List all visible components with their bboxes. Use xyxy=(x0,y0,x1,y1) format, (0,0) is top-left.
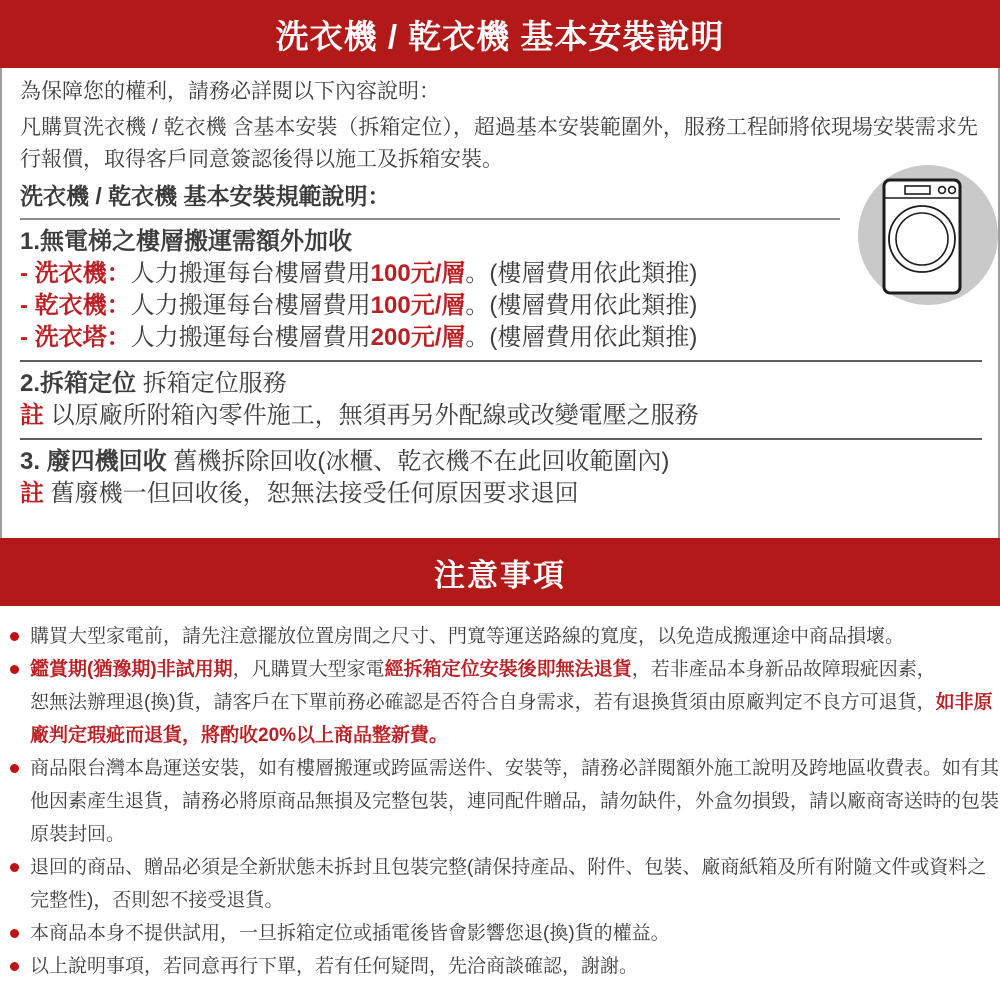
bullet-icon xyxy=(10,863,19,872)
note-line: 恕無法辦理退(換)貨，請客戶在下單前務必確認是否符合自身需求，若有退換貨須由原廠判定不良方可退貨，如非原 xyxy=(30,692,993,713)
list-item xyxy=(8,752,998,851)
list-item xyxy=(8,653,998,752)
bullet-icon xyxy=(10,764,19,773)
section3-note: 註 舊廢機一但回收後，恕無法接受任何原因要求退回 xyxy=(20,480,579,507)
fee-line-dryer: - 乾衣機：人力搬運每台樓層費用100元/層。(樓層費用依此類推) xyxy=(20,292,698,319)
intro-paragraph xyxy=(20,112,982,176)
spec-heading: 洗衣機 / 乾衣機 基本安裝規範說明： xyxy=(20,183,391,209)
note-line: 原裝封回。 xyxy=(30,824,126,845)
note-line: 廠判定瑕疵而退貨，將酌收20%以上商品整新費。 xyxy=(30,725,449,746)
notice-banner xyxy=(0,538,1000,606)
page-title: 洗衣機 / 乾衣機 基本安裝說明 xyxy=(275,17,725,55)
list-item xyxy=(8,917,998,950)
note-line: 購買大型家電前，請先注意擺放位置房間之尺寸、門寬等運送路線的寬度，以免造成搬運途中商品損壞。 xyxy=(30,626,905,647)
bullet-icon xyxy=(10,632,19,641)
note-line: 本商品本身不提供試用，一旦拆箱定位或插電後皆會影響您退(換)貨的權益。 xyxy=(30,923,670,944)
fee-line-washer: - 洗衣機：人力搬運每台樓層費用100元/層。(樓層費用依此類推) xyxy=(20,260,698,287)
section2-note: 註 以原廠所附箱內零件施工，無須再另外配線或改變電壓之服務 xyxy=(20,402,699,429)
notes-section xyxy=(0,606,1000,983)
divider xyxy=(20,360,982,362)
list-item xyxy=(8,851,998,917)
note-line: 鑑賞期(猶豫期)非試用期，凡購買大型家電經拆箱定位安裝後即無法退貨，若非產品本身新品故障瑕疵因素， xyxy=(30,659,936,680)
bullet-icon xyxy=(10,962,19,971)
bullet-icon xyxy=(10,929,19,938)
note-line: 他因素產生退貨，請務必將原商品無損及完整包裝，連同配件贈品，請勿缺件，外盒勿損毀，請以廠商寄送時的包裝 xyxy=(30,791,1000,812)
notice-banner-title: 注意事項 xyxy=(434,557,566,593)
note-line: 以上說明事項，若同意再行下單，若有任何疑問，先洽商談確認，謝謝。 xyxy=(30,956,639,977)
section2-title: 2.拆箱定位 拆箱定位服務 xyxy=(20,370,287,397)
section3-title: 3. 廢四機回收 舊機拆除回收(冰櫃、乾衣機不在此回收範圍內) xyxy=(20,448,670,475)
divider xyxy=(20,218,840,220)
list-item xyxy=(8,620,998,653)
fee-line-tower: - 洗衣塔：人力搬運每台樓層費用200元/層。(樓層費用依此類推) xyxy=(20,324,698,351)
intro-line: 為保障您的權利，請務必詳閱以下內容說明： xyxy=(20,80,440,103)
note-line: 退回的商品、贈品必須是全新狀態未拆封且包裝完整(請保持產品、附件、包裝、廠商紙箱及所有附隨文件或資料之 xyxy=(30,857,987,878)
notes-list xyxy=(8,620,998,983)
section1-title: 1.無電梯之樓層搬運需額外加收 xyxy=(20,228,353,255)
list-item xyxy=(8,950,998,983)
divider xyxy=(20,438,982,440)
intro-line: 凡購買洗衣機 / 乾衣機 含基本安裝（拆箱定位），超過基本安裝範圍外，服務工程師將依現場安裝需求先 xyxy=(20,116,978,139)
bullet-icon xyxy=(10,665,19,674)
install-info-panel xyxy=(0,68,1000,538)
intro-line: 行報價，取得客戶同意簽認後得以施工及拆箱安裝。 xyxy=(20,148,503,171)
note-line: 商品限台灣本島運送安裝，如有樓層搬運或跨區需送件、安裝等，請務必詳閱額外施工說明及跨地區收費表。如有其 xyxy=(30,758,1000,779)
header-banner xyxy=(0,0,1000,68)
washing-machine-icon xyxy=(858,165,998,305)
note-line: 完整性)，否則恕不接受退貨。 xyxy=(30,890,284,911)
